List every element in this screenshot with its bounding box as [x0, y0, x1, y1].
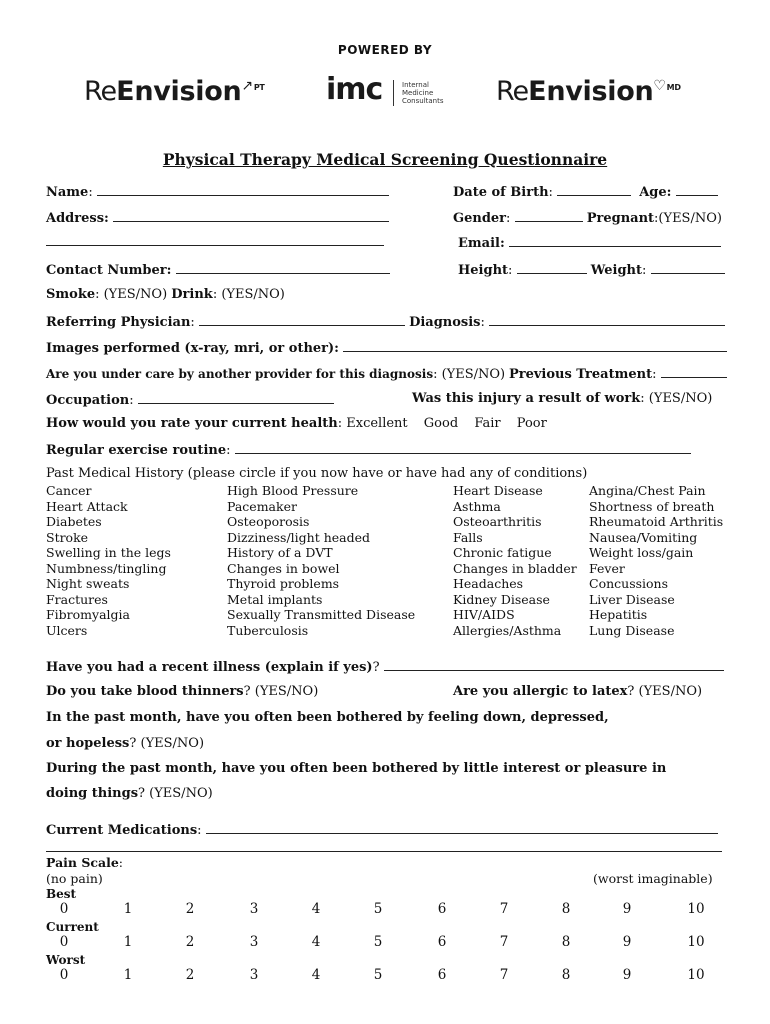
depressed-question-line-1: [46, 710, 609, 725]
email-field[interactable]: [509, 234, 721, 247]
logo-suffix: MD: [666, 83, 681, 92]
pain-scale-number[interactable]: 9: [622, 934, 632, 950]
depressed-label-1: In the past month, have you often been bothered by feeling down, depressed,: [46, 710, 609, 725]
age-label: Age:: [639, 185, 672, 200]
gender-field[interactable]: [515, 209, 583, 222]
email-row: [458, 234, 721, 251]
health-rating-label: How would you rate your current health: [46, 416, 338, 431]
exercise-label: Regular exercise routine: [46, 443, 227, 458]
images-row: [46, 339, 727, 356]
imc-logo: [326, 72, 456, 108]
condition-item[interactable]: Fractures: [46, 591, 108, 607]
condition-item[interactable]: Allergies/Asthma: [453, 622, 562, 638]
imc-mark: imc: [326, 72, 383, 107]
weight-label: Weight: [590, 263, 642, 278]
pain-scale-number[interactable]: 4: [311, 967, 321, 983]
referring-label: Referring Physician: [46, 315, 191, 330]
pain-scale-number[interactable]: 1: [123, 967, 133, 983]
pain-scale-number[interactable]: 8: [561, 934, 571, 950]
drink-options[interactable]: : (YES/NO): [212, 287, 285, 302]
smoke-label: Smoke: [46, 287, 96, 302]
condition-item[interactable]: Heart Disease: [453, 483, 543, 498]
condition-item[interactable]: Asthma: [453, 498, 501, 514]
condition-item[interactable]: Stroke: [46, 529, 89, 545]
injury-work-label: Was this injury a result of work: [412, 391, 641, 406]
address-field[interactable]: [113, 209, 389, 222]
previous-treatment-label: Previous Treatment: [508, 367, 653, 382]
pain-scale-number[interactable]: 10: [687, 967, 705, 983]
gender-label: Gender: [453, 211, 507, 226]
condition-item[interactable]: Shortness of breath: [589, 498, 715, 514]
powered-by-text: POWERED BY: [337, 43, 433, 57]
condition-item[interactable]: Weight loss/gain: [589, 545, 694, 560]
condition-item[interactable]: Thyroid problems: [227, 576, 340, 591]
pain-scale-number[interactable]: 10: [687, 934, 705, 950]
condition-item[interactable]: Changes in bladder: [453, 560, 577, 576]
email-label: Email:: [458, 236, 505, 251]
condition-item[interactable]: Hepatitis: [589, 607, 648, 622]
condition-item[interactable]: Concussions: [589, 576, 669, 591]
pain-scale-heading: Pain Scale:: [46, 855, 124, 870]
condition-item[interactable]: Falls: [453, 529, 483, 545]
images-field[interactable]: [343, 339, 727, 352]
pain-scale-number[interactable]: 9: [622, 967, 632, 983]
dob-label: Date of Birth: [453, 185, 549, 200]
dob-field[interactable]: [557, 183, 631, 196]
name-row: Name:: [46, 183, 389, 200]
condition-item[interactable]: Pacemaker: [227, 498, 297, 514]
pain-scale-number[interactable]: 5: [373, 967, 383, 983]
imc-subtitle: [402, 81, 444, 105]
condition-item[interactable]: Osteoarthritis: [453, 514, 542, 529]
previous-treatment-field[interactable]: [661, 365, 727, 378]
address-line-2[interactable]: [46, 245, 384, 246]
pain-row-label-worst: Worst: [46, 953, 86, 967]
pain-scale-number[interactable]: 4: [311, 934, 321, 950]
logo-prefix: Re: [84, 76, 117, 107]
pain-scale-number[interactable]: 7: [499, 967, 509, 983]
condition-item[interactable]: High Blood Pressure: [227, 483, 359, 498]
condition-item[interactable]: Fibromyalgia: [46, 607, 130, 622]
recent-illness-field[interactable]: [384, 658, 724, 671]
referring-row: Referring Physician: Diagnosis:: [46, 313, 725, 330]
reenvision-pt-logo: [84, 76, 265, 107]
condition-item[interactable]: Tuberculosis: [227, 622, 309, 638]
drink-label: Drink: [171, 287, 213, 302]
worst-imaginable-label: (worst imaginable): [593, 871, 713, 886]
condition-item[interactable]: Angina/Chest Pain: [589, 483, 706, 498]
address-row: [46, 209, 389, 226]
condition-item[interactable]: Liver Disease: [589, 591, 675, 607]
contact-row: [46, 261, 390, 278]
heart-icon: ♡: [653, 78, 666, 94]
condition-item[interactable]: Numbness/tingling: [46, 560, 167, 576]
depressed-label-2: or hopeless: [46, 736, 130, 751]
blood-thinners-row: [46, 684, 318, 699]
pain-scale-number[interactable]: 6: [437, 934, 447, 950]
condition-item[interactable]: Headaches: [453, 576, 524, 591]
condition-item[interactable]: Swelling in the legs: [46, 545, 171, 560]
conditions-column-3: [453, 483, 577, 638]
pain-scale-number[interactable]: 6: [437, 967, 447, 983]
condition-item[interactable]: Diabetes: [46, 514, 102, 529]
interest-label-1: During the past month, have you often been bothered by little interest or pleasure in: [46, 761, 667, 776]
pain-scale-number[interactable]: 8: [561, 901, 571, 917]
under-care-options[interactable]: : (YES/NO): [433, 367, 506, 382]
runner-icon: ↗: [241, 78, 253, 94]
pain-scale-number[interactable]: 6: [437, 901, 447, 917]
weight-field[interactable]: [651, 261, 725, 274]
logo-prefix: Re: [496, 76, 529, 107]
pregnant-label: Pregnant: [586, 211, 655, 226]
pain-scale-number[interactable]: 0: [59, 967, 69, 983]
interest-label-2: doing things: [46, 786, 139, 801]
medications-label: Current Medications: [46, 823, 198, 838]
conditions-column-4: [589, 483, 723, 638]
recent-illness-row: Have you had a recent illness (explain if yes)?: [46, 658, 724, 675]
pain-scale-number[interactable]: 3: [249, 901, 259, 917]
depressed-options[interactable]: ? (YES/NO): [129, 736, 205, 751]
health-opt-fair[interactable]: Fair: [474, 416, 501, 431]
condition-item[interactable]: Dizziness/light headed: [227, 529, 371, 545]
pain-scale-number[interactable]: 2: [185, 901, 195, 917]
interest-question-line-2: [46, 786, 213, 801]
health-opt-excellent[interactable]: Excellent: [346, 416, 408, 431]
injury-work-row: [412, 391, 712, 406]
diagnosis-label: Diagnosis: [409, 315, 481, 330]
latex-options[interactable]: ? (YES/NO): [627, 684, 703, 699]
injury-work-options[interactable]: : (YES/NO): [640, 391, 713, 406]
medications-row: Current Medications:: [46, 821, 718, 838]
smoke-options[interactable]: : (YES/NO): [95, 287, 168, 302]
pain-scale-number[interactable]: 3: [249, 934, 259, 950]
exercise-field[interactable]: [235, 441, 691, 454]
under-care-row: Are you under care by another provider for this diagnosis: (YES/NO) Previous Treatment:: [46, 365, 727, 382]
logo-name: Envision: [528, 76, 654, 107]
medications-line-2[interactable]: [46, 851, 722, 852]
condition-item[interactable]: Kidney Disease: [453, 591, 550, 607]
height-row: Height: Weight:: [458, 261, 725, 278]
latex-label: Are you allergic to latex: [453, 684, 628, 699]
occupation-row: Occupation:: [46, 391, 334, 408]
referring-field[interactable]: [199, 313, 405, 326]
condition-item[interactable]: Osteoporosis: [227, 514, 310, 529]
condition-item[interactable]: Sexually Transmitted Disease: [227, 607, 416, 622]
smoke-drink-row: [46, 287, 285, 302]
pain-scale-number[interactable]: 10: [687, 901, 705, 917]
logo-name: Envision: [116, 76, 242, 107]
interest-question-line-1: [46, 761, 666, 776]
pain-scale-number[interactable]: 8: [561, 967, 571, 983]
pain-scale-number[interactable]: 7: [499, 934, 509, 950]
health-opt-good[interactable]: Good: [423, 416, 459, 431]
address-label: Address:: [46, 211, 109, 226]
imc-line-1: Internal: [402, 81, 429, 89]
occupation-label: Occupation: [46, 393, 130, 408]
health-opt-poor[interactable]: Poor: [516, 416, 547, 431]
depressed-question-line-2: [46, 736, 204, 751]
gender-row: Gender: Pregnant:(YES/NO): [453, 211, 722, 226]
name-label: Name: [46, 185, 89, 200]
exercise-row: Regular exercise routine:: [46, 441, 691, 458]
medications-field[interactable]: [206, 821, 718, 834]
latex-row: [453, 684, 702, 699]
imc-line-2: Medicine: [402, 89, 434, 97]
pain-scale-number[interactable]: 5: [373, 934, 383, 950]
conditions-column-1: [46, 483, 171, 638]
pain-row-label-best: Best: [46, 887, 77, 901]
pain-scale-number[interactable]: 0: [59, 901, 69, 917]
condition-item[interactable]: Fever: [589, 560, 625, 576]
conditions-column-2: [227, 483, 415, 638]
logo-suffix: PT: [253, 83, 265, 92]
condition-item[interactable]: Ulcers: [46, 622, 88, 638]
contact-label: Contact Number:: [46, 263, 172, 278]
pregnant-options[interactable]: :(YES/NO): [654, 211, 722, 226]
pain-scale-number[interactable]: 5: [373, 901, 383, 917]
condition-item[interactable]: Rheumatoid Arthritis: [589, 514, 724, 529]
recent-illness-label: Have you had a recent illness (explain if yes): [46, 660, 373, 675]
imc-divider: [393, 80, 394, 106]
pain-scale-label: Pain Scale: [46, 855, 119, 870]
past-history-heading: Past Medical History (please circle if you now have or have had any of conditions): [46, 466, 588, 481]
height-field[interactable]: [517, 261, 587, 274]
pain-scale-number[interactable]: 4: [311, 901, 321, 917]
condition-item[interactable]: Night sweats: [46, 576, 130, 591]
pain-scale-number[interactable]: 3: [249, 967, 259, 983]
condition-item[interactable]: Metal implants: [227, 591, 323, 607]
contact-field[interactable]: [176, 261, 390, 274]
pain-scale-number[interactable]: 9: [622, 901, 632, 917]
condition-item[interactable]: Heart Attack: [46, 498, 128, 514]
interest-options[interactable]: ? (YES/NO): [138, 786, 213, 801]
condition-item[interactable]: Nausea/Vomiting: [589, 529, 698, 545]
condition-item[interactable]: Lung Disease: [589, 622, 675, 638]
condition-item[interactable]: History of a DVT: [227, 545, 333, 560]
condition-item[interactable]: Chronic fatigue: [453, 545, 552, 560]
images-label: Images performed (x-ray, mri, or other):: [46, 341, 339, 356]
blood-thinners-label: Do you take blood thinners: [46, 684, 244, 699]
name-field[interactable]: [97, 183, 389, 196]
height-label: Height: [458, 263, 509, 278]
pain-scale-number[interactable]: 1: [123, 901, 133, 917]
pain-scale-number[interactable]: 1: [123, 934, 133, 950]
condition-item[interactable]: Changes in bowel: [227, 560, 340, 576]
page-title: Physical Therapy Medical Screening Questionnaire: [162, 150, 608, 169]
reenvision-md-logo: [496, 76, 681, 107]
pain-scale-number[interactable]: 2: [185, 967, 195, 983]
occupation-field[interactable]: [138, 391, 334, 404]
health-rating-row: How would you rate your current health: Excellent Good Fair Poor: [46, 416, 547, 431]
pain-scale-number[interactable]: 0: [59, 934, 69, 950]
no-pain-label: (no pain): [46, 871, 103, 886]
pain-row-label-current: Current: [46, 920, 99, 934]
under-care-label: Are you under care by another provider for this diagnosis: [46, 367, 434, 381]
condition-item[interactable]: HIV/AIDS: [453, 607, 515, 622]
condition-item[interactable]: Cancer: [46, 483, 92, 498]
dob-row: Date of Birth: Age:: [453, 183, 718, 200]
pain-scale-number[interactable]: 7: [499, 901, 509, 917]
diagnosis-field[interactable]: [489, 313, 725, 326]
pain-scale-number[interactable]: 2: [185, 934, 195, 950]
imc-line-3: Consultants: [402, 97, 444, 105]
blood-thinners-options[interactable]: ? (YES/NO): [243, 684, 319, 699]
age-field[interactable]: [676, 183, 718, 196]
